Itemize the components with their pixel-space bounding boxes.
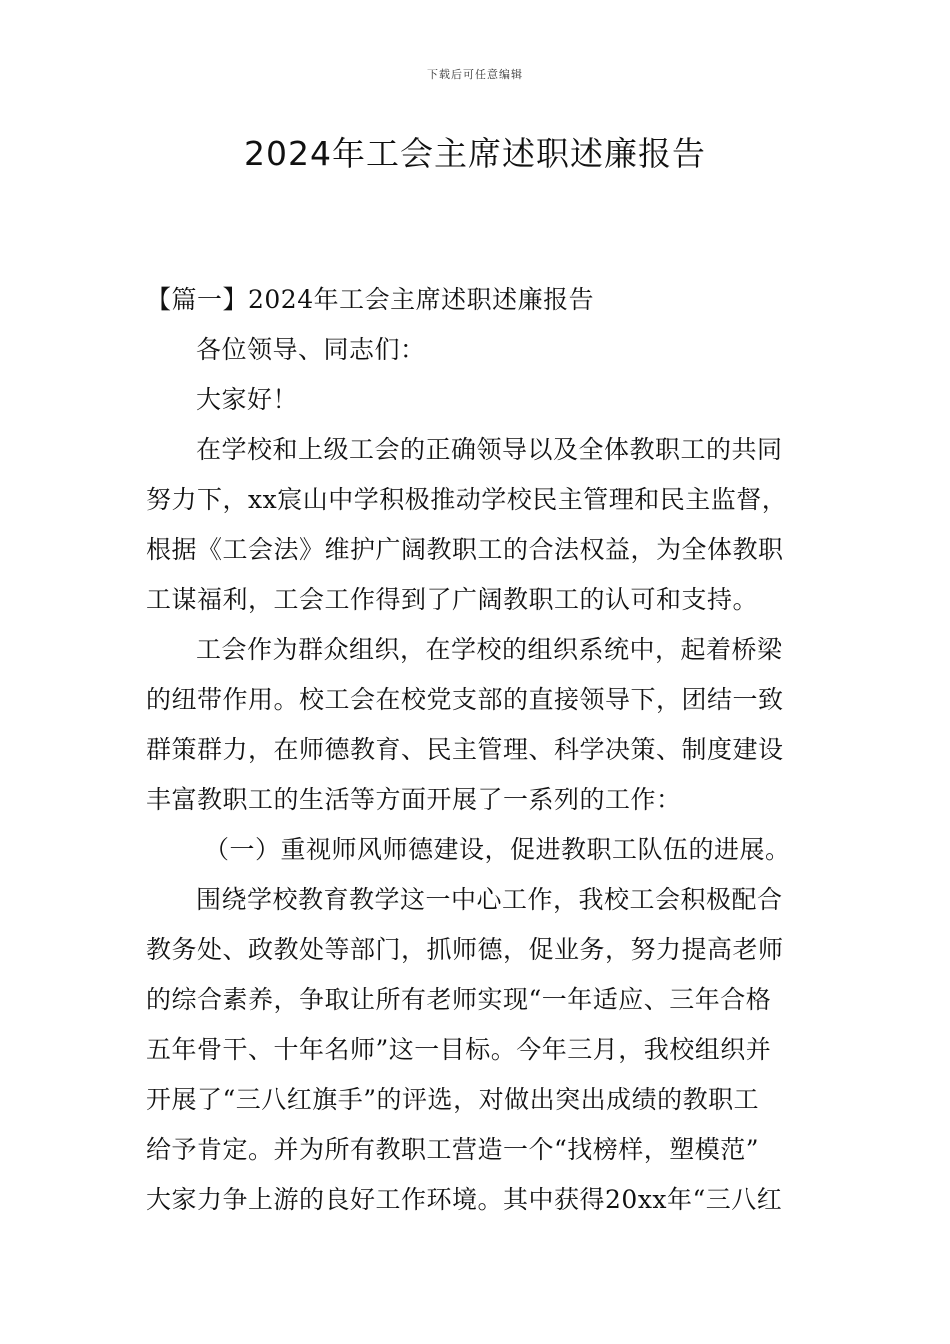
- paragraph-line: 的综合素养，争取让所有老师实现“一年适应、三年合格: [146, 985, 772, 1014]
- paragraph-line: 的纽带作用。校工会在校党支部的直接领导下，团结一致: [146, 685, 784, 714]
- paragraph-line: 根据《工会法》维护广阔教职工的合法权益，为全体教职: [146, 535, 784, 564]
- paragraph-line: 工谋福利，工会工作得到了广阔教职工的认可和支持。: [146, 585, 759, 614]
- paragraph-line: 教务处、政教处等部门，抓师德，促业务，努力提高老师: [146, 935, 784, 964]
- header-note: 下载后可任意编辑: [427, 68, 523, 81]
- subsection-heading: （一）重视师风师德建设，促进教职工队伍的进展。: [204, 835, 791, 864]
- paragraph-line: 群策群力，在师德教育、民主管理、科学决策、制度建设: [146, 735, 784, 764]
- section-heading: 【篇一】2024年工会主席述职述廉报告: [146, 285, 595, 314]
- document-body: [146, 278, 811, 1228]
- paragraph-line: 努力下，xx宸山中学积极推动学校民主管理和民主监督，: [146, 485, 788, 514]
- paragraph-line: 丰富教职工的生活等方面开展了一系列的工作：: [146, 785, 682, 814]
- greeting: 大家好！: [196, 385, 299, 414]
- paragraph-line: 工会作为群众组织，在学校的组织系统中，起着桥梁: [196, 635, 783, 664]
- salutation: 各位领导、同志们：: [196, 335, 426, 364]
- paragraph-line: 围绕学校教育教学这一中心工作，我校工会积极配合: [196, 885, 783, 914]
- document-title: 2024年工会主席述职述廉报告: [244, 134, 706, 173]
- paragraph-line: 给予肯定。并为所有教职工营造一个“找榜样，塑模范”: [146, 1135, 760, 1164]
- paragraph-line: 在学校和上级工会的正确领导以及全体教职工的共同: [196, 435, 783, 464]
- paragraph-line: 大家力争上游的良好工作环境。其中获得20xx年“三八红: [146, 1185, 783, 1214]
- paragraph-line: 五年骨干、十年名师”这一目标。今年三月，我校组织并: [146, 1035, 772, 1064]
- paragraph-line: 开展了“三八红旗手”的评选，对做出突出成绩的教职工: [146, 1085, 760, 1114]
